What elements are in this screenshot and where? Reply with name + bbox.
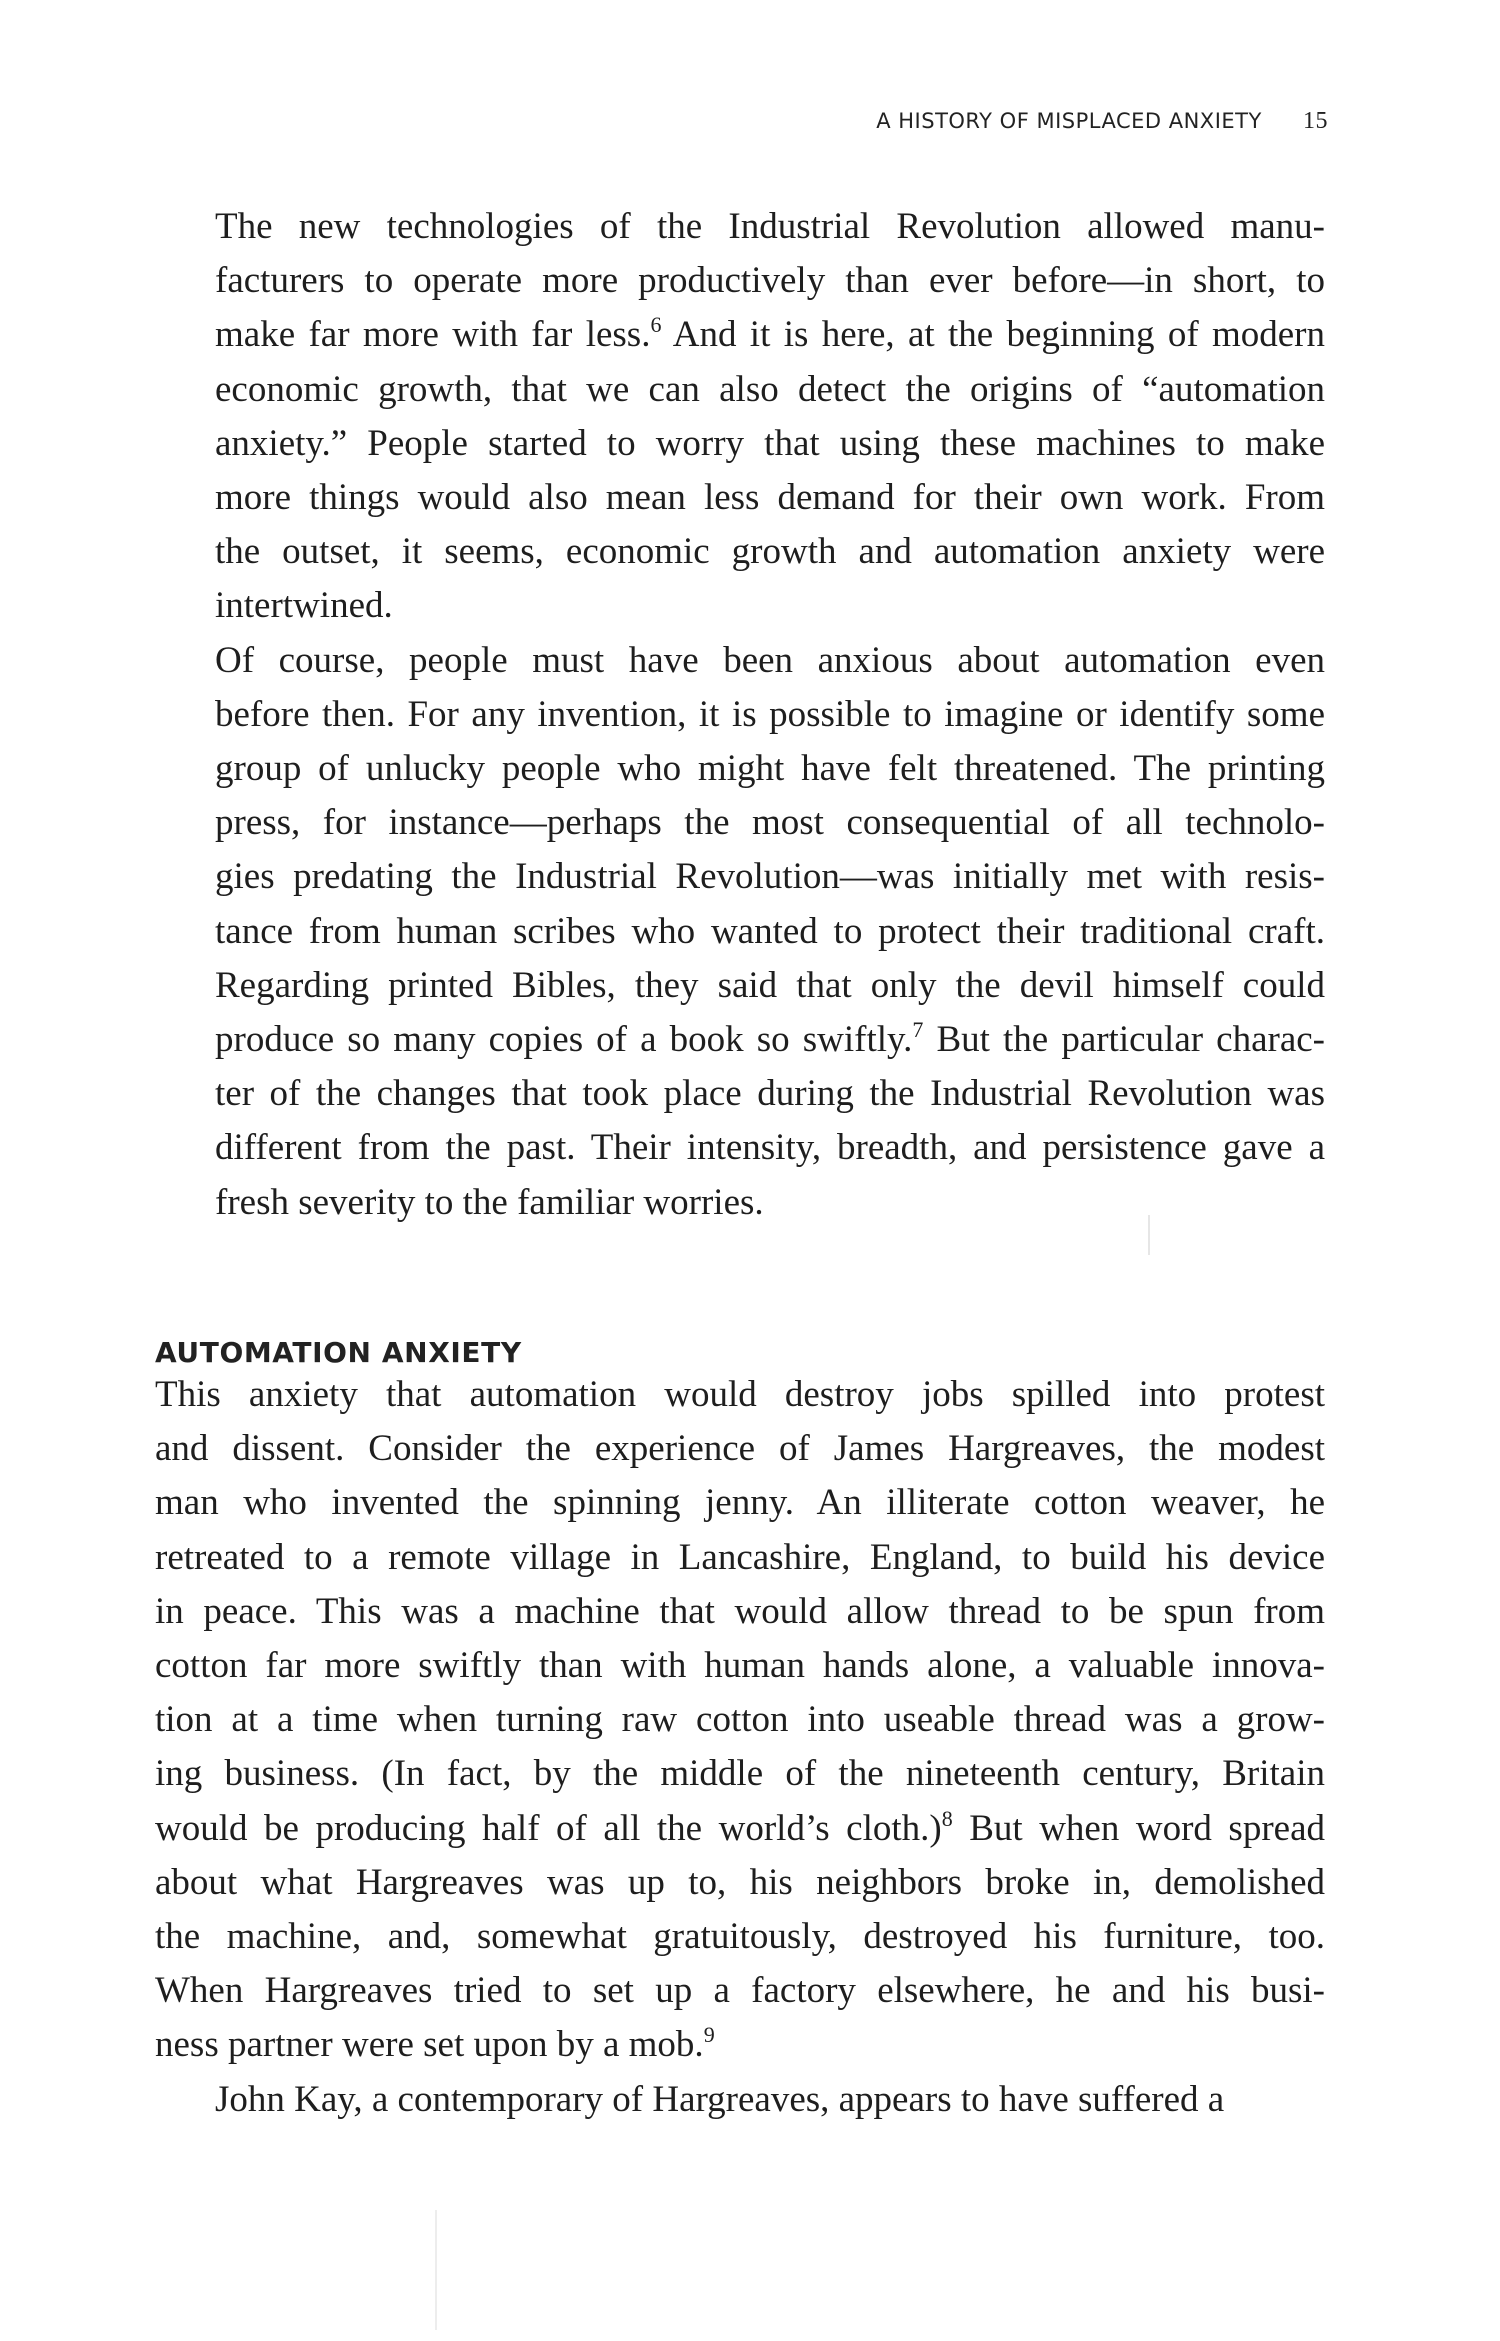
paragraph [155, 634, 1325, 1230]
scan-artifact [435, 2210, 437, 2330]
footnote-marker[interactable]: 7 [912, 1017, 924, 1043]
text-line: This anxiety that automation would destroy jobs spilled into protest [155, 1374, 1325, 1415]
text-segment: produce so many copies of a book so swiftly. [215, 1019, 913, 1061]
running-head [876, 108, 1328, 135]
text-line: and dissent. Consider the experience of James Hargreaves, the modest [155, 1428, 1325, 1470]
text-segment: But the particular charac- [923, 1019, 1325, 1061]
text-line: press, for instance—perhaps the most consequential of all technolo- [215, 802, 1325, 844]
text-segment: But when word spread [952, 1807, 1325, 1849]
text-segment: ness partner were set upon by a mob. [155, 2024, 704, 2066]
text-line: Of course, people must have been anxious about automation even [215, 639, 1325, 681]
text-line: about what Hargreaves was up to, his neighbors broke in, demolished [155, 1861, 1325, 1903]
text-line: fresh severity to the familiar worries. [215, 1181, 764, 1223]
section-heading: AUTOMATION ANXIETY [155, 1336, 522, 1369]
text-line: gies predating the Industrial Revolution—was initially met with resis- [215, 856, 1325, 898]
text-line: in peace. This was a machine that would allow thread to be spun from [155, 1590, 1325, 1632]
text-line [155, 2018, 1325, 2072]
text-line: man who invented the spinning jenny. An illiterate cotton weaver, he [155, 1482, 1325, 1524]
paragraph [155, 2073, 1325, 2127]
text-line: The new technologies of the Industrial Revolution allowed manu- [215, 206, 1325, 247]
text-line [155, 1013, 1325, 1067]
text-line: economic growth, that we can also detect the origins of “automation [215, 368, 1325, 410]
text-line [155, 1802, 1325, 1856]
text-line: the machine, and, somewhat gratuitously, destroyed his furniture, too. [155, 1916, 1325, 1958]
footnote-marker[interactable]: 9 [703, 2022, 715, 2048]
text-line: different from the past. Their intensity, breadth, and persistence gave a [215, 1127, 1325, 1169]
text-segment: make far more with far less. [215, 314, 651, 356]
text-line: When Hargreaves tried to set up a factory elsewhere, he and his busi- [155, 1970, 1325, 2012]
page-number: 15 [1303, 108, 1328, 134]
text-line: facturers to operate more productively than ever before—in short, to [215, 260, 1325, 302]
text-line: cotton far more swiftly than with human hands alone, a valuable innova- [155, 1645, 1325, 1687]
text-segment: would be producing half of all the world’s cloth.) [155, 1807, 942, 1849]
text-line: group of unlucky people who might have felt threatened. The printing [215, 748, 1325, 790]
text-line: intertwined. [215, 585, 393, 627]
text-line: before then. For any invention, it is possible to imagine or identify some [215, 693, 1325, 735]
text-line: the outset, it seems, economic growth and automation anxiety were [215, 531, 1325, 573]
footnote-marker[interactable]: 8 [941, 1805, 953, 1831]
text-line: tance from human scribes who wanted to protect their traditional craft. [215, 910, 1325, 952]
paragraph [155, 1368, 1325, 2073]
body-text-after-heading [155, 1368, 1325, 2127]
text-line: John Kay, a contemporary of Hargreaves, appears to have suffered a [215, 2078, 1225, 2120]
text-line: ter of the changes that took place during the Industrial Revolution was [215, 1073, 1325, 1115]
text-line: Regarding printed Bibles, they said that only the devil himself could [215, 964, 1325, 1006]
text-line: tion at a time when turning raw cotton into useable thread was a grow- [155, 1699, 1325, 1741]
running-title: A HISTORY OF MISPLACED ANXIETY [876, 109, 1262, 133]
text-line: ing business. (In fact, by the middle of the nineteenth century, Britain [155, 1753, 1325, 1795]
footnote-marker[interactable]: 6 [650, 312, 662, 338]
text-line: more things would also mean less demand for their own work. From [215, 477, 1325, 519]
text-segment: And it is here, at the beginning of modern [661, 314, 1325, 356]
text-line: anxiety.” People started to worry that using these machines to make [215, 422, 1325, 464]
text-line [155, 308, 1325, 362]
paragraph [155, 200, 1325, 634]
text-line: retreated to a remote village in Lancashire, England, to build his device [155, 1536, 1325, 1578]
scan-artifact [1148, 1215, 1150, 1255]
body-text-before-heading [155, 200, 1325, 1230]
